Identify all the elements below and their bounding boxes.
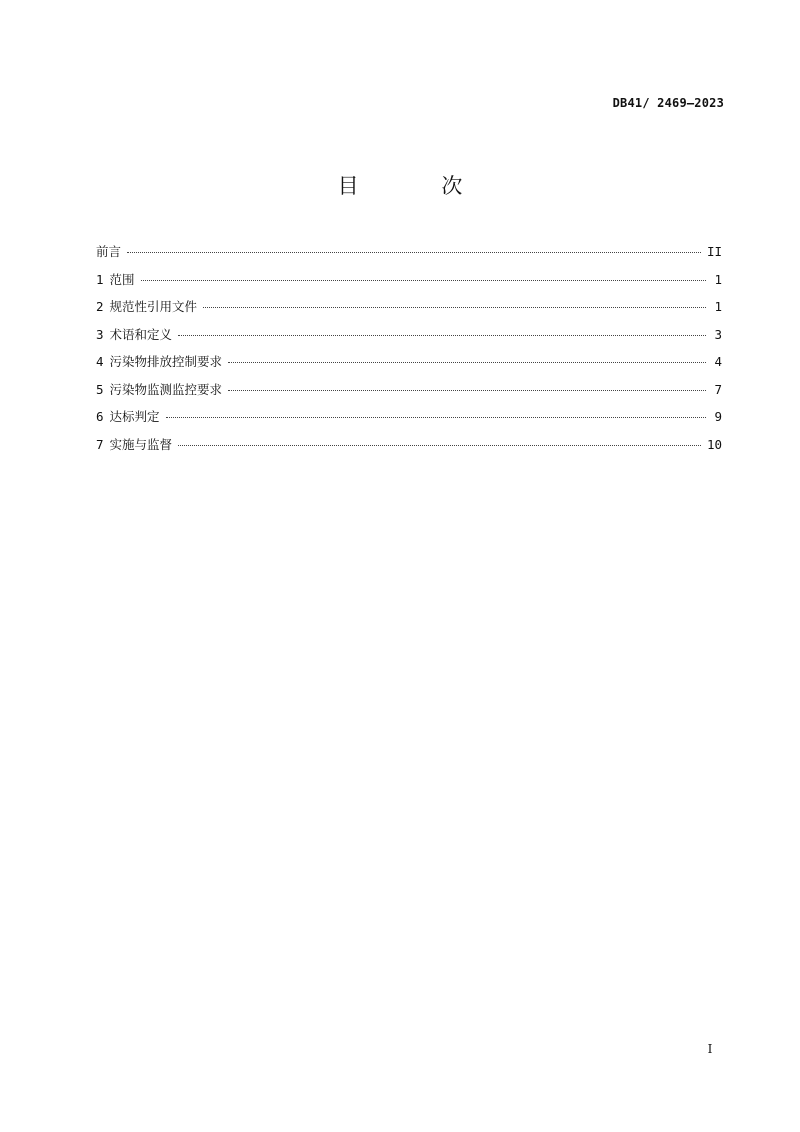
toc-dot-leader [228, 362, 706, 363]
toc-entry-compliance[interactable] [96, 409, 722, 437]
toc-dot-leader [178, 445, 701, 446]
toc-entry-number: 7 [96, 436, 104, 452]
toc-entry-label: 范围 [109, 271, 135, 287]
toc-entry-page: 10 [706, 436, 722, 452]
toc-dot-leader [203, 307, 706, 308]
toc-entry-number: 6 [96, 409, 104, 424]
toc-entry-page: 4 [714, 354, 722, 369]
toc-entry-number: 4 [96, 354, 104, 369]
toc-entry-emission-control[interactable] [96, 354, 722, 382]
toc-entry-normative-references[interactable] [96, 299, 722, 327]
toc-dot-leader [127, 252, 701, 253]
document-code: DB41/ 2469—2023 [612, 96, 724, 110]
toc-entry-page: 1 [714, 299, 722, 314]
toc-title: 目 次 [337, 174, 501, 198]
toc-entry-monitoring[interactable] [96, 382, 722, 410]
toc-entry-label: 达标判定 [109, 409, 160, 424]
toc-entry-page: 7 [714, 381, 722, 397]
toc-entry-label: 前言 [96, 244, 122, 259]
toc-dot-leader [166, 417, 706, 418]
toc-entry-number: 1 [96, 271, 104, 287]
toc-entry-scope[interactable] [96, 272, 722, 300]
toc-entry-page: 3 [714, 326, 722, 342]
toc-entry-terms-definitions[interactable] [96, 327, 722, 355]
toc-entry-label: 污染物监测监控要求 [109, 381, 223, 397]
toc-entry-number: 3 [96, 326, 104, 342]
toc-list [96, 244, 722, 464]
toc-entry-label: 规范性引用文件 [109, 299, 198, 314]
toc-entry-label: 实施与监督 [109, 436, 173, 452]
toc-dot-leader [141, 280, 706, 281]
toc-entry-number: 2 [96, 299, 104, 314]
toc-entry-page: II [706, 244, 722, 259]
toc-entry-number: 5 [96, 381, 104, 397]
toc-entry-foreword[interactable] [96, 244, 722, 272]
page-number: I [707, 1042, 713, 1056]
toc-dot-leader [228, 390, 706, 391]
toc-entry-label: 术语和定义 [109, 326, 173, 342]
toc-entry-label: 污染物排放控制要求 [109, 354, 223, 369]
toc-entry-page: 1 [714, 271, 722, 287]
toc-entry-implementation[interactable] [96, 437, 722, 465]
toc-dot-leader [178, 335, 706, 336]
toc-entry-page: 9 [714, 409, 722, 424]
